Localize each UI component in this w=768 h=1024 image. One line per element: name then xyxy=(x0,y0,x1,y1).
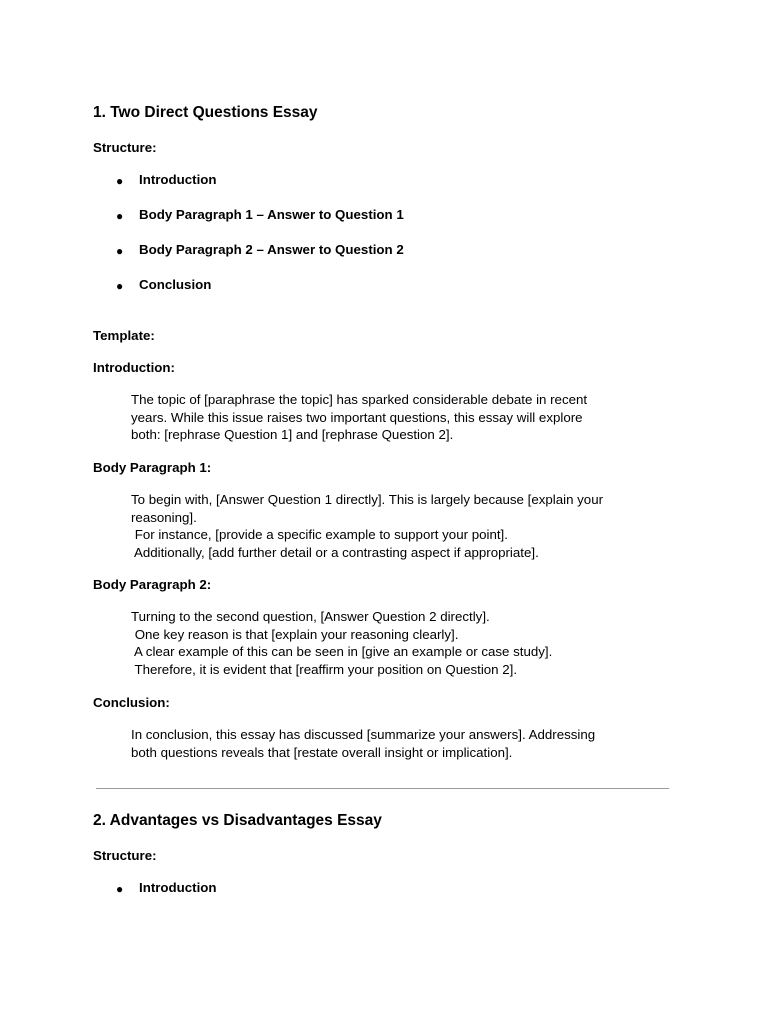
bullet-icon: ● xyxy=(116,209,124,223)
list-item-text: Introduction xyxy=(139,880,217,895)
paragraph-line: years. While this issue raises two important questions, this essay will explore xyxy=(131,409,583,425)
body-paragraph-1-label: Body Paragraph 1: xyxy=(93,460,212,475)
section-1-structure-label: Structure: xyxy=(93,140,157,155)
paragraph-line: Additionally, [add further detail or a contrasting aspect if appropriate]. xyxy=(131,544,539,560)
section-2-structure-label: Structure: xyxy=(93,848,157,863)
bullet-icon: ● xyxy=(116,174,124,188)
bullet-icon: ● xyxy=(116,279,124,293)
list-item-text: Introduction xyxy=(139,172,217,187)
paragraph-line: Turning to the second question, [Answer Question 2 directly]. xyxy=(131,609,490,624)
body-paragraph-1-text xyxy=(131,491,651,561)
paragraph-line: For instance, [provide a specific example to support your point]. xyxy=(131,527,508,543)
conclusion-paragraph xyxy=(131,726,651,761)
paragraph-line: both questions reveals that [restate overall insight or implication]. xyxy=(131,744,513,760)
template-label: Template: xyxy=(93,328,155,343)
bullet-icon: ● xyxy=(116,244,124,258)
introduction-label: Introduction: xyxy=(93,360,175,375)
conclusion-label: Conclusion: xyxy=(93,695,170,710)
paragraph-line: both: [rephrase Question 1] and [rephrase Question 2]. xyxy=(131,427,454,443)
list-item-text: Body Paragraph 2 – Answer to Question 2 xyxy=(139,242,404,257)
paragraph-line: One key reason is that [explain your reasoning clearly]. xyxy=(131,626,459,642)
list-item-text: Conclusion xyxy=(139,277,212,292)
section-2-title: 2. Advantages vs Disadvantages Essay xyxy=(93,812,382,829)
body-paragraph-2-text xyxy=(131,608,651,678)
paragraph-line: The topic of [paraphrase the topic] has sparked considerable debate in recent xyxy=(131,392,588,407)
section-divider xyxy=(96,788,669,789)
bullet-icon: ● xyxy=(116,882,124,896)
paragraph-line: A clear example of this can be seen in [give an example or case study]. xyxy=(131,644,553,660)
list-item-text: Body Paragraph 1 – Answer to Question 1 xyxy=(139,207,404,222)
body-paragraph-2-label: Body Paragraph 2: xyxy=(93,577,212,592)
paragraph-line: In conclusion, this essay has discussed [summarize your answers]. Addressing xyxy=(131,727,596,742)
paragraph-line: To begin with, [Answer Question 1 directly]. This is largely because [explain your xyxy=(131,492,604,507)
paragraph-line: Therefore, it is evident that [reaffirm your position on Question 2]. xyxy=(131,661,518,677)
section-1-title: 1. Two Direct Questions Essay xyxy=(93,104,318,121)
paragraph-line: reasoning]. xyxy=(131,509,197,525)
introduction-paragraph xyxy=(131,391,651,444)
